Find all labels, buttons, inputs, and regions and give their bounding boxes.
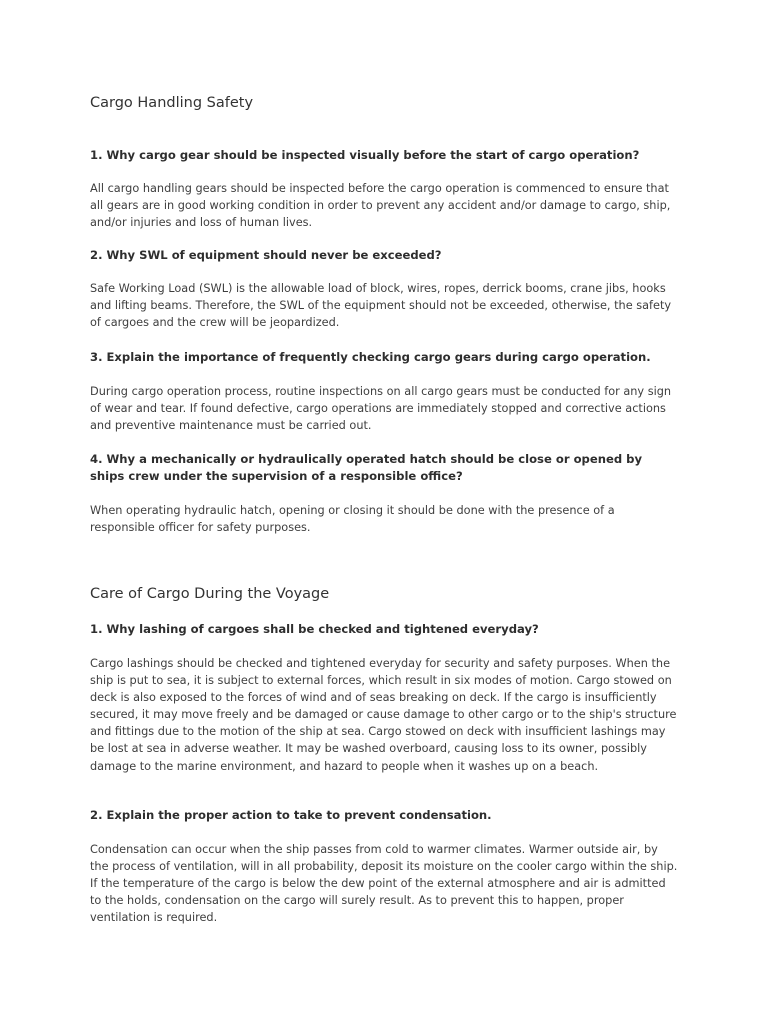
question-1: 1. Why cargo gear should be inspected visually before the start of cargo operation?: [90, 148, 640, 162]
question-6: 2. Explain the proper action to take to prevent condensation.: [90, 808, 492, 822]
question-5: 1. Why lashing of cargoes shall be checked and tightened everyday?: [90, 622, 539, 636]
question-2: 2. Why SWL of equipment should never be exceeded?: [90, 248, 442, 262]
answer-6: Condensation can occur when the ship passes from cold to warmer climates. Warmer outside air, by the process of ventilation, will in all probability, deposit its moisture on the cooler cargo within the ship. If the temperature of the cargo is below the dew point of the external atmosphere and air is admitted to the holds, condensation on the cargo will surely result. As to prevent this to happen, proper ventilation is required.: [90, 843, 678, 925]
section-title-cargo-handling-safety: Cargo Handling Safety: [90, 95, 254, 111]
section-title-care-of-cargo: Care of Cargo During the Voyage: [90, 586, 330, 602]
answer-4: When operating hydraulic hatch, opening or closing it should be done with the presence of a responsible officer for safety purposes.: [90, 504, 615, 535]
answer-3: During cargo operation process, routine inspections on all cargo gears must be conducted for any sign of wear and tear. If found defective, cargo operations are immediately stopped and corrective actions and preventive maintenance must be carried out.: [90, 385, 672, 433]
question-3: 3. Explain the importance of frequently checking cargo gears during cargo operation.: [90, 350, 651, 364]
answer-1: All cargo handling gears should be inspected before the cargo operation is commenced to ensure that all gears are in good working condition in order to prevent any accident and/or damage to cargo, ship, and/or injuries and loss of human lives.: [90, 182, 671, 230]
question-4: 4. Why a mechanically or hydraulically operated hatch should be close or opened by ships crew under the supervision of a responsible office?: [90, 452, 643, 483]
answer-5: Cargo lashings should be checked and tightened everyday for security and safety purposes. When the ship is put to sea, it is subject to external forces, which result in six modes of motion. Cargo stowed on deck is also exposed to the forces of wind and of seas breaking on deck. If the cargo is insufficiently secured, it may move freely and be damaged or cause damage to other cargo or to the ship's structure and fittings due to the motion of the ship at sea. Cargo stowed on deck with insufficient lashings may be lost at sea in adverse weather. It may be washed overboard, causing loss to its owner, possibly damage to the marine environment, and hazard to people when it washes up on a beach.: [90, 657, 677, 773]
answer-2: Safe Working Load (SWL) is the allowable load of block, wires, ropes, derrick booms, crane jibs, hooks and lifting beams. Therefore, the SWL of the equipment should not be exceeded, otherwise, the safety of cargoes and the crew will be jeopardized.: [90, 282, 672, 330]
